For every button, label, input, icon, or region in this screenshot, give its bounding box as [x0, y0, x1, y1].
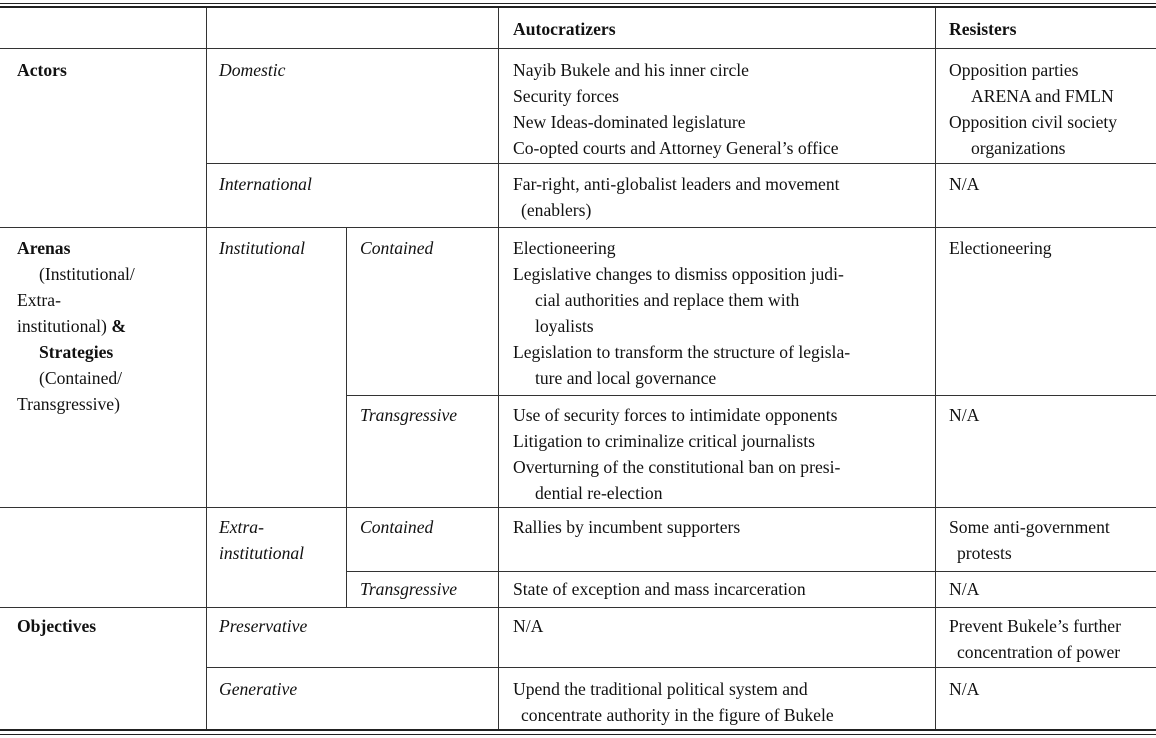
- row-divider: [0, 507, 1156, 508]
- list-item: (enablers): [521, 200, 592, 220]
- sublabel-international: International: [219, 174, 312, 194]
- arenas-label: Arenas: [17, 238, 71, 258]
- arenas-sub: (Institutional/: [39, 264, 135, 284]
- list-item: Nayib Bukele and his inner circle: [513, 60, 749, 80]
- list-item: Electioneering: [513, 238, 616, 258]
- list-item: Far-right, anti-globalist leaders and movement: [513, 174, 840, 194]
- col-divider: [498, 8, 499, 729]
- extra-transgressive-autocratizers: State of exception and mass incarceration: [513, 579, 806, 599]
- col-divider: [206, 8, 207, 729]
- list-item: concentration of power: [957, 642, 1121, 662]
- list-item: cial authorities and replace them with: [535, 290, 800, 310]
- row-label-objectives: Objectives: [17, 616, 97, 636]
- sublabel-contained: Contained: [360, 238, 434, 258]
- row-label-arenas-strategies: [17, 235, 135, 417]
- arenas-sub: Extra-: [17, 290, 61, 310]
- extra-label-line: Extra-: [219, 517, 264, 537]
- strategies-sub: (Contained/: [39, 368, 123, 388]
- list-item: Prevent Bukele’s further: [949, 616, 1121, 636]
- row-label-actors: Actors: [17, 60, 67, 80]
- row-divider: [0, 48, 1156, 49]
- strategies-sub: Transgressive): [17, 394, 120, 414]
- sublabel-extra-institutional: [219, 514, 304, 566]
- list-item: Opposition civil society: [949, 112, 1118, 132]
- list-item: Litigation to criminalize critical journalists: [513, 431, 815, 451]
- bottom-rule-thick: [0, 729, 1156, 731]
- sublabel-domestic: Domestic: [219, 60, 286, 80]
- row-divider: [346, 571, 1156, 572]
- generative-resisters: N/A: [949, 679, 980, 699]
- institutional-contained-resisters: Electioneering: [949, 238, 1052, 258]
- sublabel-transgressive: Transgressive: [360, 579, 458, 599]
- sublabel-institutional: Institutional: [219, 238, 306, 258]
- list-item: Legislation to transform the structure of legisla-: [513, 342, 851, 362]
- row-divider: [206, 163, 1156, 164]
- row-divider: [0, 227, 1156, 228]
- preservative-resisters: [949, 613, 1121, 665]
- list-item: Security forces: [513, 86, 620, 106]
- preservative-autocratizers: N/A: [513, 616, 544, 636]
- list-item: Opposition parties: [949, 60, 1079, 80]
- top-rule-thick: [0, 6, 1156, 8]
- ampersand: &: [111, 316, 126, 336]
- list-item: ture and local governance: [535, 368, 717, 388]
- bottom-rule: [0, 734, 1156, 735]
- list-item: ARENA and FMLN: [971, 86, 1114, 106]
- row-divider: [206, 667, 1156, 668]
- sublabel-preservative: Preservative: [219, 616, 308, 636]
- sublabel-generative: Generative: [219, 679, 298, 699]
- list-item: organizations: [971, 138, 1066, 158]
- list-item: dential re-election: [535, 483, 663, 503]
- list-item: Legislative changes to dismiss opposition judi-: [513, 264, 844, 284]
- sublabel-contained: Contained: [360, 517, 434, 537]
- extra-transgressive-resisters: N/A: [949, 579, 980, 599]
- institutional-transgressive-autocratizers: [513, 402, 840, 506]
- sublabel-transgressive: Transgressive: [360, 405, 458, 425]
- generative-autocratizers: [513, 676, 834, 728]
- col-divider: [935, 8, 936, 729]
- list-item: protests: [957, 543, 1012, 563]
- list-item: Overturning of the constitutional ban on presi-: [513, 457, 841, 477]
- list-item: New Ideas-dominated legislature: [513, 112, 746, 132]
- list-item: Upend the traditional political system and: [513, 679, 808, 699]
- extra-contained-autocratizers: Rallies by incumbent supporters: [513, 517, 741, 537]
- row-divider: [346, 395, 1156, 396]
- list-item: Some anti-government: [949, 517, 1110, 537]
- extra-contained-resisters: [949, 514, 1110, 566]
- extra-label-line: institutional: [219, 543, 305, 563]
- row-divider: [0, 607, 1156, 608]
- col-divider: [346, 228, 347, 607]
- header-autocratizers: Autocratizers: [513, 19, 616, 39]
- list-item: loyalists: [535, 316, 594, 336]
- strategies-label: Strategies: [39, 342, 114, 362]
- list-item: Co-opted courts and Attorney General’s office: [513, 138, 839, 158]
- list-item: concentrate authority in the figure of Bukele: [521, 705, 834, 725]
- domestic-resisters: [949, 57, 1117, 161]
- international-resisters: N/A: [949, 174, 980, 194]
- institutional-transgressive-resisters: N/A: [949, 405, 980, 425]
- header-resisters: Resisters: [949, 19, 1017, 39]
- institutional-contained-autocratizers: [513, 235, 850, 391]
- top-rule: [0, 3, 1156, 4]
- arenas-sub-amp: institutional) &: [17, 316, 126, 336]
- domestic-autocratizers: [513, 57, 839, 161]
- list-item: Use of security forces to intimidate opponents: [513, 405, 838, 425]
- international-autocratizers: [513, 171, 840, 223]
